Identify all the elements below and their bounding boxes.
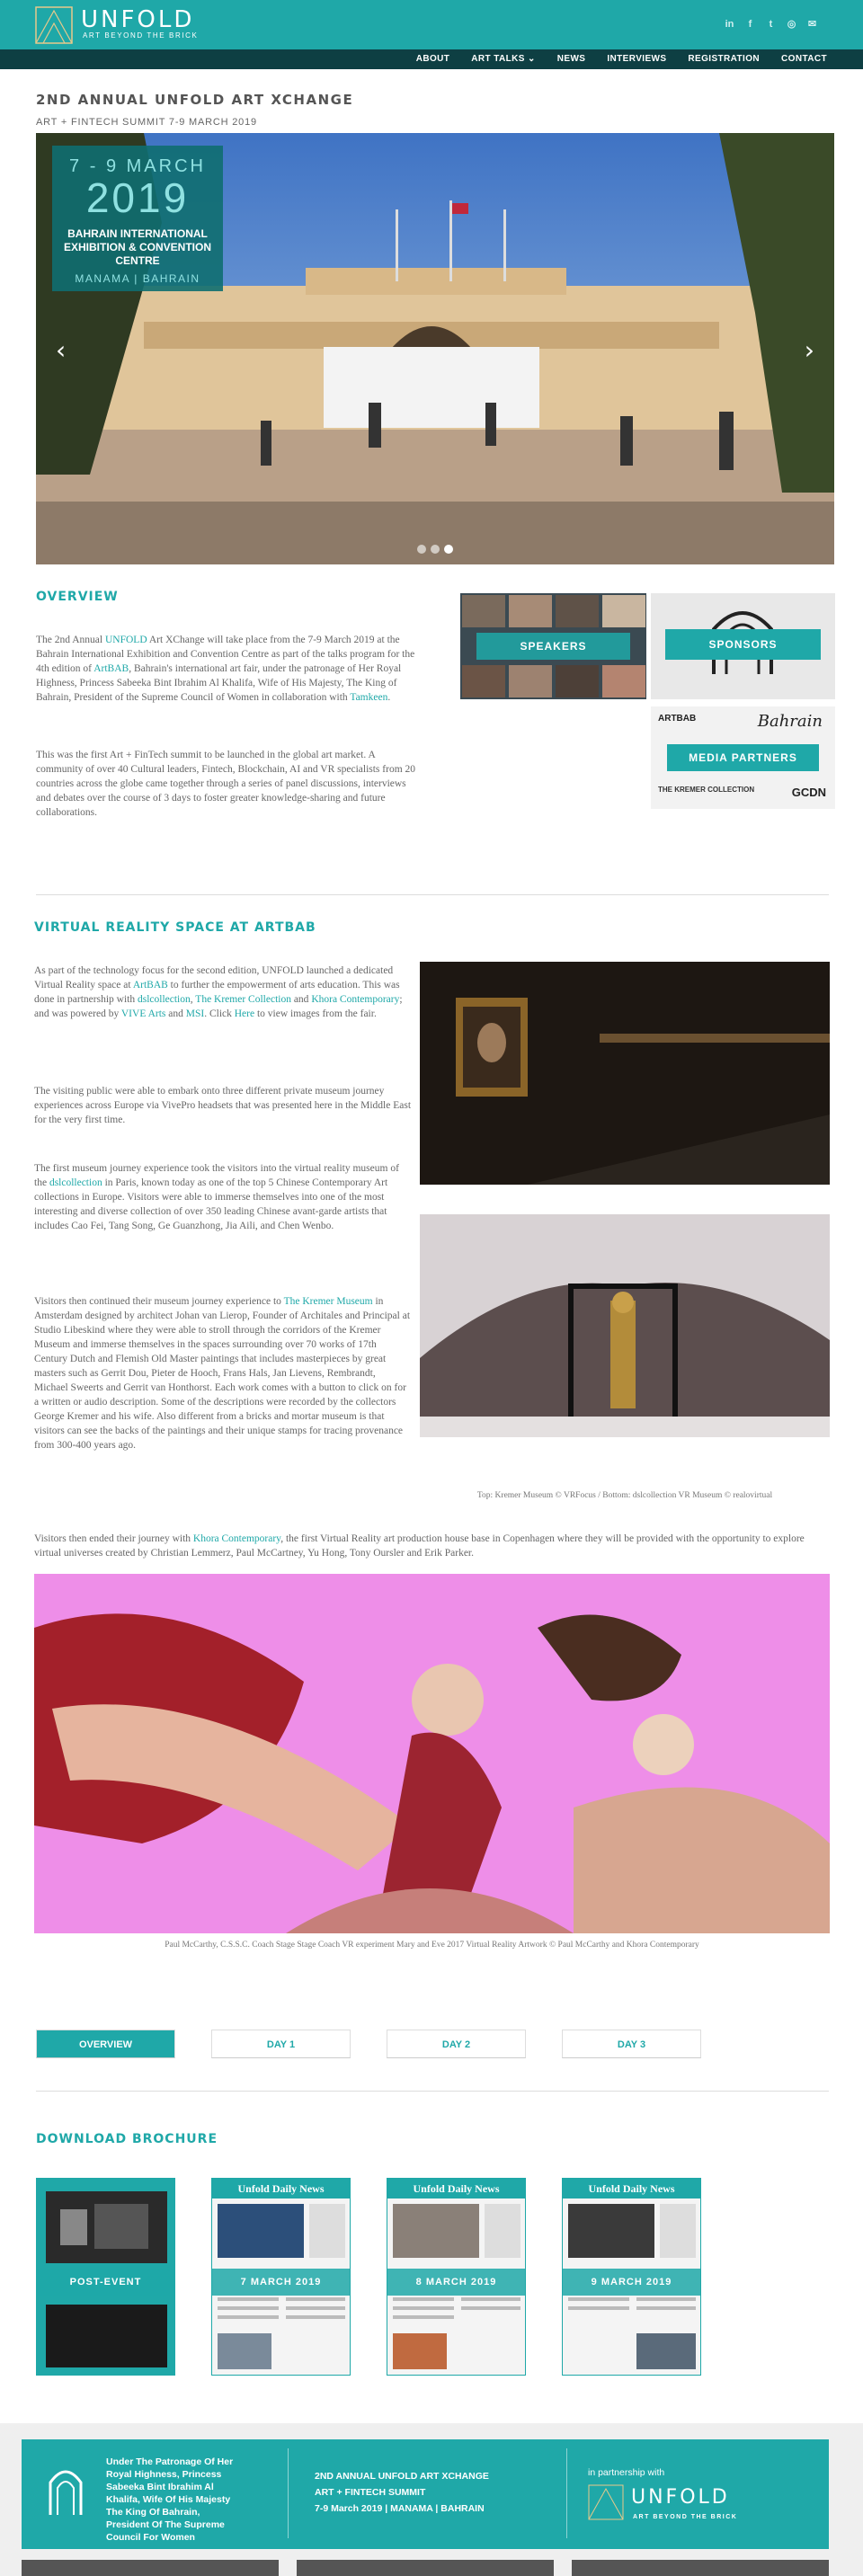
brochure-9-march[interactable]: [562, 2178, 701, 2376]
tab-day-2[interactable]: DAY 2: [387, 2030, 526, 2058]
khora-link[interactable]: Khora Contemporary: [311, 994, 400, 1005]
brochure-label: POST-EVENT: [37, 2269, 174, 2296]
media-partners-card[interactable]: [651, 706, 835, 809]
footer-patronage: Under The Patronage Of Her Royal Highness, Princess Sabeeka Bint Ibrahim Al Khalifa, Wife Of His Majesty The King Of Bahrain, President Of The Supreme Council For Women: [106, 2456, 234, 2543]
dslcollection-link[interactable]: dslcollection: [137, 994, 191, 1005]
slider-dots: [417, 545, 453, 554]
page-subtitle: ART + FINTECH SUMMIT 7-9 MARCH 2019: [36, 117, 257, 128]
day-tabs: [36, 2030, 701, 2058]
speakers-label[interactable]: SPEAKERS: [476, 633, 630, 660]
slider-dot[interactable]: [431, 545, 440, 554]
slide-date: 7 - 9 MARCH: [69, 156, 206, 176]
footer-event-date: 7-9 March 2019 | MANAMA | BAHRAIN: [315, 2503, 485, 2514]
brand-tagline: ART BEYOND THE BRICK: [83, 31, 199, 40]
footer-thumbnail[interactable]: [22, 2560, 279, 2576]
vive-arts-link[interactable]: VIVE Arts: [120, 1008, 166, 1019]
page-title: 2ND ANNUAL UNFOLD ART XCHANGE: [36, 92, 354, 108]
footer-thumbnail[interactable]: [572, 2560, 829, 2576]
sponsors-label[interactable]: SPONSORS: [665, 629, 821, 660]
unfold-logo-icon: [588, 2484, 624, 2520]
vr-images-caption: Top: Kremer Museum © VRFocus / Bottom: dslcollection VR Museum © realovirtual: [476, 1491, 773, 1500]
footer-partner-label: in partnership with: [588, 2467, 665, 2478]
tab-day-1[interactable]: DAY 1: [211, 2030, 351, 2058]
artbab-link[interactable]: ArtBAB: [93, 663, 129, 674]
khora-link[interactable]: Khora Contemporary: [192, 1533, 281, 1544]
brochure-7-march[interactable]: [211, 2178, 351, 2376]
kremer-museum-link[interactable]: The Kremer Museum: [283, 1296, 373, 1307]
facebook-icon[interactable]: f: [748, 19, 752, 30]
speakers-card[interactable]: [460, 593, 646, 699]
main-nav: [0, 49, 863, 69]
social-links: [724, 19, 818, 31]
site-header: [0, 0, 863, 49]
nav-registration[interactable]: REGISTRATION: [688, 54, 761, 64]
slide-venue: BAHRAIN INTERNATIONAL EXHIBITION & CONVENTION CENTRE: [63, 227, 211, 267]
nav-contact[interactable]: CONTACT: [781, 54, 827, 64]
slider-next-icon[interactable]: ›: [804, 335, 814, 365]
brand-name[interactable]: UNFOLD: [81, 6, 195, 33]
tab-overview[interactable]: OVERVIEW: [36, 2030, 175, 2058]
newspaper-title: Unfold Daily News: [212, 2179, 350, 2198]
slider-dot[interactable]: [417, 545, 426, 554]
kremer-museum-image: [420, 962, 830, 1185]
tamkeen-link[interactable]: Tamkeen: [350, 692, 388, 703]
gcdn-logo: GCDN: [791, 786, 826, 799]
brochure-label: 9 MARCH 2019: [563, 2269, 700, 2296]
brochure-post-event[interactable]: [36, 2178, 175, 2376]
overview-paragraph-1: The 2nd Annual UNFOLD Art XChange will take place from the 7-9 March 2019 at the Bahrain International Exhibition and Convention Centre as part of the talks program for the 4th edition of ArtBAB, Bahrain's international art fair, under the patronage of Her Royal Highness, Princess Sabeeka Bint Ibrahim Al Khalifa, Wife of His Majesty, The King of Bahrain, President of the Supreme Council of Women in collaboration with Tamkeen.: [36, 635, 415, 703]
artbab-link[interactable]: ArtBAB: [132, 980, 168, 990]
vr-heading: VIRTUAL REALITY SPACE AT ARTBAB: [34, 920, 316, 935]
sponsors-card[interactable]: [651, 593, 835, 699]
sponsor-logo-icon: [43, 2463, 88, 2517]
newspaper-title: Unfold Daily News: [387, 2179, 525, 2198]
artwork-caption: Paul McCarthy, C.S.S.C. Coach Stage Stage Coach VR experiment Mary and Eve 2017 Virtual Reality Artwork © Paul McCarthy and Khora Contemporary: [165, 1941, 699, 1950]
bahrain-logo: Bahrain: [757, 712, 823, 731]
nav-interviews[interactable]: INTERVIEWS: [607, 54, 667, 64]
footer-partner-brand[interactable]: UNFOLD: [631, 2486, 730, 2509]
footer-thumbnail[interactable]: [297, 2560, 554, 2576]
msi-link[interactable]: MSI: [185, 1008, 205, 1019]
nav-art-talks[interactable]: ART TALKS ⌄: [471, 54, 536, 64]
brochure-label: 7 MARCH 2019: [212, 2269, 350, 2296]
overview-heading: OVERVIEW: [36, 590, 119, 604]
footer-divider: [566, 2448, 567, 2538]
unfold-link[interactable]: UNFOLD: [104, 635, 147, 645]
mccarthy-vr-artwork: [34, 1574, 830, 1933]
vr-paragraph-3: The first museum journey experience took the visitors into the virtual reality museum of the dslcollection in Paris, known today as one of the top 5 Chinese Contemporary Art collections in Europe. Visitors were able to immerse themselves into one of the most interesting and diverse collection of over 350 leading Chinese avant-garde artists that includes Cao Fei, Tang Song, Ge Guanzhong, Jia Aili, and Chen Wenbo.: [34, 1163, 399, 1231]
tab-day-3[interactable]: DAY 3: [562, 2030, 701, 2058]
section-divider: [36, 2091, 829, 2092]
event-date-box: [52, 146, 223, 291]
slide-year: 2019: [85, 174, 190, 221]
vr-paragraph-2: The visiting public were able to embark onto three different private museum journey experiences across Europe via VivePro headsets that was presented here in the Middle East for the very first time.: [34, 1086, 412, 1125]
slider-dot-active[interactable]: [444, 545, 453, 554]
media-partners-label[interactable]: MEDIA PARTNERS: [667, 744, 819, 771]
hero-slider[interactable]: [36, 133, 834, 564]
newspaper-title: Unfold Daily News: [563, 2179, 700, 2198]
section-divider: [36, 894, 829, 895]
twitter-icon[interactable]: t: [769, 19, 773, 30]
nav-about[interactable]: ABOUT: [415, 54, 450, 64]
footer-divider: [288, 2448, 289, 2538]
email-icon[interactable]: ✉: [807, 19, 817, 30]
brochure-heading: DOWNLOAD BROCHURE: [36, 2132, 218, 2146]
dslcollection-image: [420, 1214, 830, 1437]
slider-prev-icon[interactable]: ‹: [56, 335, 67, 365]
instagram-icon[interactable]: ◎: [787, 19, 796, 30]
vr-paragraph-5: Visitors then ended their journey with Khora Contemporary, the first Virtual Reality art production house base in Copenhagen where they will be provided with the opportunity to explore virtual universes created by Christian Lemmerz, Paul McCartney, Yu Hong, Tony Oursler and Erik Parker.: [34, 1533, 805, 1559]
brochure-label: 8 MARCH 2019: [387, 2269, 525, 2296]
unfold-logo-icon[interactable]: [34, 5, 74, 45]
footer-event-subtitle: ART + FINTECH SUMMIT: [315, 2487, 426, 2498]
footer-event-title: 2ND ANNUAL UNFOLD ART XCHANGE: [315, 2471, 489, 2482]
vr-paragraph-1: As part of the technology focus for the second edition, UNFOLD launched a dedicated Virtual Reality space at ArtBAB to further the empowerment of arts education. This was done in partnership with dslcollection, The Kremer Collection and Khora Contemporary; and was powered by VIVE Arts and MSI. Click Here to view images from the fair.: [34, 965, 403, 1019]
linkedin-icon[interactable]: in: [725, 19, 734, 30]
footer-partner-tagline: ART BEYOND THE BRICK: [633, 2514, 738, 2520]
dslcollection-link[interactable]: dslcollection: [49, 1177, 102, 1188]
footer-thumbnails: [22, 2560, 829, 2576]
footer-banner: [22, 2439, 829, 2549]
kremer-collection-link[interactable]: The Kremer Collection: [195, 994, 291, 1005]
brochure-8-march[interactable]: [387, 2178, 526, 2376]
overview-paragraph-2: This was the first Art + FinTech summit to be launched in the global art market. A community of over 40 Cultural leaders, Fintech, Blockchain, AI and VR specialists from 20 countries across the globe came together through a series of panel discussions, interviews and debates over the course of 3 days to foster greater knowledge-sharing and future collaborations.: [36, 750, 416, 818]
here-link[interactable]: Here: [234, 1008, 255, 1019]
vr-paragraph-4: Visitors then continued their museum journey experience to The Kremer Museum in Amsterdam designed by architect Johan van Lierop, Founder of Architales and Principal at Studio Libeskind where they were able to stroll through the corridors of the Kremer Museum and immerse themselves in the spaces surrounding over 70 works of 17th Century Dutch and Flemish Old Master paintings that includes masterpieces by great masters such as Gerrit Dou, Pieter de Hooch, Frans Hals, Jan Lievens, Rembrandt, Michael Sweerts and Gerrit van Honthorst. Each work comes with a button to click on for a written or audio description. Some of the descriptions were recorded by the collectors George Kremer and his wife. Also different from a bricks and mortar museum is that visitors can see the backs of the paintings and their unique stamps for tracing provenance from 300-400 years ago.: [34, 1296, 411, 1451]
slide-place: MANAMA | BAHRAIN: [75, 272, 200, 285]
nav-news[interactable]: NEWS: [556, 54, 586, 64]
kremer-logo: THE KREMER COLLECTION: [658, 786, 755, 794]
site-footer: [0, 2423, 863, 2576]
artbab-logo: ARTBAB: [658, 714, 697, 724]
